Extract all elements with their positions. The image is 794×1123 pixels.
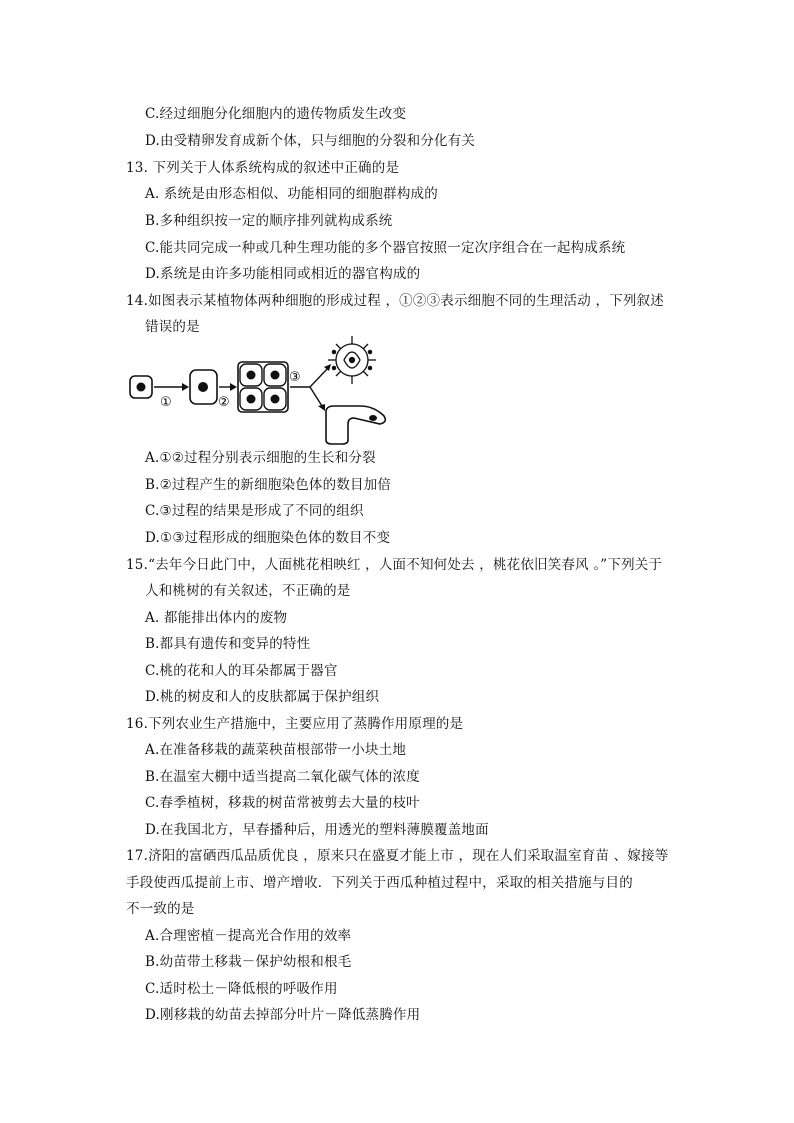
q17-option-a: A.合理密植－提高光合作用的效率 xyxy=(145,928,352,944)
cell-group-c-nucleus xyxy=(247,395,256,404)
arrow-3-up-head xyxy=(324,364,331,371)
cell-group-a-nucleus xyxy=(247,371,256,380)
q16-stem: 16.下列农业生产措施中，主要应用了蒸腾作用原理的是 xyxy=(126,716,464,732)
cell-group-d-nucleus xyxy=(271,395,280,404)
q15-option-d: D.桃的树皮和人的皮肤都属于保护组织 xyxy=(145,689,380,705)
q15-stem-line1: 15.“去年今日此门中，人面桃花相映红 ，人面不知何处去 ，桃花依旧笑春风 。”下列关于 xyxy=(126,557,663,573)
q13-option-b: B.多种组织按一定的顺序排列就构成系统 xyxy=(145,213,393,229)
q15-option-b: B.都具有遗传和变异的特性 xyxy=(145,636,311,652)
arrow-1-head xyxy=(182,383,189,391)
q17-option-d: D.刚移栽的幼苗去掉部分叶片－降低蒸腾作用 xyxy=(145,1007,421,1023)
q17-stem-line2: 手段使西瓜提前上市、增产增收．下列关于西瓜种植过程中，采取的相关措施与目的 xyxy=(126,875,633,891)
q17-option-c: C.适时松土－降低根的呼吸作用 xyxy=(145,981,338,997)
q16-option-b: B.在温室大棚中适当提高二氧化碳气体的浓度 xyxy=(145,769,420,785)
cell-formation-figure xyxy=(126,334,394,446)
arrow-2-head xyxy=(230,383,237,391)
root-hair-cell-nucleus xyxy=(369,415,377,421)
q13-stem: 13. 下列关于人体系统构成的叙述中正确的是 xyxy=(126,160,400,176)
q16-option-c: C.春季植树，移栽的树苗常被剪去大量的枝叶 xyxy=(145,795,420,811)
arrow-3-up xyxy=(310,368,328,387)
q13-option-a: A. 系统是由形态相似、功能相同的细胞群构成的 xyxy=(145,186,438,202)
q15-stem-line2: 人和桃树的有关叙述，不正确的是 xyxy=(145,583,351,599)
q13-option-d: D.系统是由许多功能相同或相近的器官构成的 xyxy=(145,266,421,282)
q14-option-c: C.③过程的结果是形成了不同的组织 xyxy=(145,503,364,519)
cell-1-nucleus xyxy=(137,383,146,392)
q17-stem-line1: 17.济阳的富硒西瓜品质优良 ，原来只在盛夏才能上市 ，现在人们采取温室育苗 、嫁接等 xyxy=(126,848,669,864)
q16-option-d: D.在我国北方，早春播种后，用透光的塑料薄膜覆盖地面 xyxy=(145,822,489,838)
q14-option-a: A.①②过程分别表示细胞的生长和分裂 xyxy=(145,450,376,466)
q12-option-c: C.经过细胞分化细胞内的遗传物质发生改变 xyxy=(145,106,407,122)
q16-option-a: A.在准备移栽的蔬菜秧苗根部带一小块土地 xyxy=(145,742,407,758)
label-process-3: ③ xyxy=(289,370,301,385)
q15-option-c: C.桃的花和人的耳朵都属于器官 xyxy=(145,663,338,679)
arrow-3-down xyxy=(310,387,322,406)
label-process-1: ① xyxy=(160,395,172,410)
q14-option-b: B.②过程产生的新细胞染色体的数目加倍 xyxy=(145,477,392,493)
q13-option-c: C.能共同完成一种或几种生理功能的多个器官按照一定次序组合在一起构成系统 xyxy=(145,240,626,256)
label-process-2: ② xyxy=(218,395,230,410)
q14-option-d: D.①③过程形成的细胞染色体的数目不变 xyxy=(145,530,391,546)
q12-option-d: D.由受精卵发育成新个体，只与细胞的分裂和分化有关 xyxy=(145,133,476,149)
cell-group-frame xyxy=(238,362,288,412)
cell-2-nucleus xyxy=(198,382,208,392)
arrow-3-down-head xyxy=(318,404,325,411)
q14-stem-line1: 14.如图表示某植物体两种细胞的形成过程 ，①②③表示细胞不同的生理活动 ，下列叙述 xyxy=(126,293,664,309)
cell-group-b-nucleus xyxy=(271,371,280,380)
q17-stem-line3: 不一致的是 xyxy=(126,901,195,917)
q15-option-a: A. 都能排出体内的废物 xyxy=(145,610,288,626)
guard-cell-structure xyxy=(328,336,376,384)
q17-option-b: B.幼苗带土移栽－保护幼根和根毛 xyxy=(145,954,352,970)
root-hair-cell xyxy=(326,406,385,444)
q14-stem-line2: 错误的是 xyxy=(145,319,200,335)
